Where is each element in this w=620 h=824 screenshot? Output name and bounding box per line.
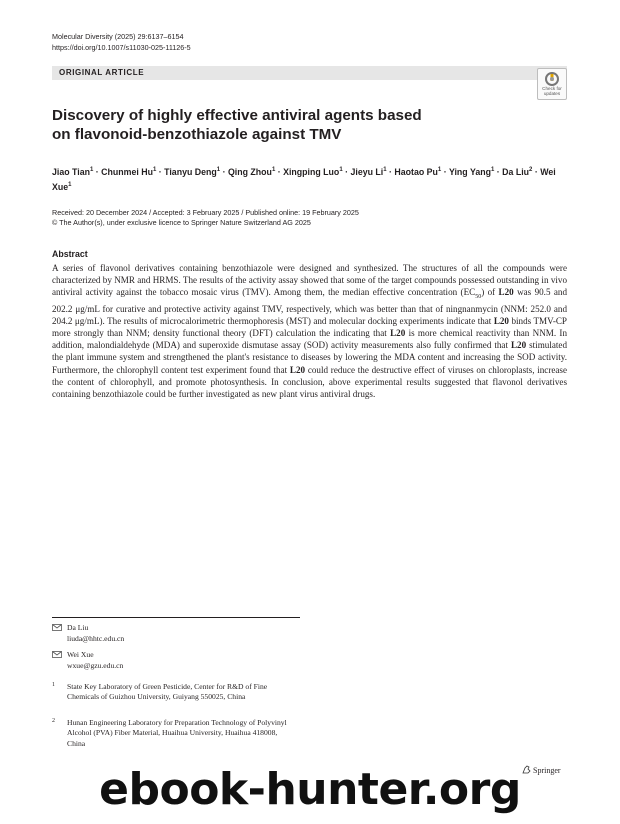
dates-line: Received: 20 December 2024 / Accepted: 3 February 2025 / Published online: 19 February 2025 (52, 208, 359, 217)
contact-email[interactable]: liuda@hhtc.edu.cn (67, 633, 125, 643)
abstract-text: binds TMV-CP more strongly than NNM; density functional theory (DFT) calculation the indicating that (52, 316, 567, 339)
author-affiliation-marker: 1 (339, 167, 343, 173)
author-affiliation-marker: 1 (152, 167, 157, 173)
author-separator: · (441, 166, 449, 177)
contact-email[interactable]: wxue@gzu.edu.cn (67, 660, 124, 670)
compound-name: L20 (289, 364, 306, 375)
author-name[interactable]: Qing Zhou (227, 166, 272, 177)
publication-dates (52, 208, 567, 228)
check-updates-icon (544, 72, 560, 86)
contact-name: Da Liu (67, 623, 89, 632)
envelope-icon (52, 651, 62, 658)
compound-name: L20 (493, 316, 509, 327)
abstract-text: A series of flavonol derivatives containing benzothiazole were designed and synthesized. The structures of all the compounds were characterized by NMR and HRMS. The results of the activity assay showed that some of the target compounds possessed outstanding in vivo antiviral activity against the tobacco mosaic virus (TMV). Among them, the median effective concentration (EC (52, 263, 567, 298)
article-type-label: ORIGINAL ARTICLE (59, 68, 145, 77)
author-list (52, 164, 567, 194)
abstract-text: stimulated the plant immune system and strengthened the plant's resistance to diseases by lowering the MDA content and increasing the SOD activity. Furthermore, the chlorophyll content test experiment found that (52, 340, 567, 375)
author-affiliation-marker: 1 (437, 167, 442, 173)
abstract-body (52, 262, 567, 400)
publisher-name: Springer (533, 766, 561, 775)
author-affiliation-marker: 1 (68, 181, 72, 188)
watermark: ebook-hunter.org (99, 764, 521, 815)
affiliation-text: State Key Laboratory of Green Pesticide, Center for R&D of Fine Chemicals of Guizhou University, Guiyang 550025, China (67, 682, 268, 702)
journal-info (52, 31, 191, 53)
author-name[interactable]: Da Liu (502, 166, 530, 177)
abstract-text: is more chemical reactivity than NNM. In addition, malondialdehyde (MDA) and superoxide dismutase assay (SOD) activity measurements also fully confirmed that (52, 328, 567, 351)
author-affiliation-marker: 1 (383, 167, 387, 173)
author-separator: · (275, 166, 284, 177)
affiliation-text: Hunan Engineering Laboratory for Preparation Technology of Polyvinyl Alcohol (PVA) Fiber Material, Huaihua University, Huaihua 418008, China (67, 718, 287, 748)
author-name[interactable]: Wei Xue (52, 166, 556, 192)
ec-subscript: 50 (475, 294, 482, 300)
abstract-heading: Abstract (52, 249, 88, 259)
abstract-text: could reduce the destructive effect of viruses on chloroplasts, increase the content of chlorophyll, and promote photosynthesis. In conclusion, above experimental results suggested that flavonol derivatives containing benzothiazole could be further investigated as new plant virus antiviral drugs. (52, 364, 567, 399)
author-affiliation-marker: 1 (89, 167, 94, 173)
abstract-text: was 90.5 and 202.2 μg/mL for curative and protective activity against TMV, respectively, which was better than that of ningnanmycin (NNM: 252.0 and 204.2 μg/mL). The results of microcalorimetric thermophoresis (MST) and molecular docking experiments indicate that (52, 287, 567, 327)
envelope-icon (52, 624, 62, 631)
author-name[interactable]: Tianyu Deng (164, 166, 217, 177)
article-type-band (52, 66, 567, 80)
author-name[interactable]: Chunmei Hu (101, 166, 153, 177)
author-separator: · (494, 166, 503, 177)
author-affiliation-marker: 1 (490, 167, 495, 173)
author-separator: · (220, 166, 228, 177)
title-line-2: on flavonoid-benzothiazole against TMV (52, 126, 342, 143)
author-affiliation-marker: 1 (271, 167, 276, 173)
compound-name: L20 (498, 287, 514, 298)
author-name[interactable]: Jieyu Li (350, 166, 384, 177)
author-separator: · (93, 166, 102, 177)
author-name[interactable]: Ying Yang (448, 166, 491, 177)
compound-name: L20 (510, 340, 527, 351)
abstract-text: ) of (481, 287, 499, 298)
doi-link[interactable]: https://doi.org/10.1007/s11030-025-11126-5 (52, 43, 191, 52)
title-line-1: Discovery of highly effective antiviral agents based (52, 107, 422, 124)
copyright-line: © The Author(s), under exclusive licence to Springer Nature Switzerland AG 2025 (52, 218, 311, 227)
author-affiliation-marker: 1 (216, 167, 221, 173)
footnote-divider (52, 617, 300, 618)
author-name[interactable]: Jiao Tian (52, 166, 90, 177)
author-name[interactable]: Xingping Luo (283, 166, 340, 177)
check-label-2: updates (543, 91, 561, 96)
compound-name: L20 (390, 328, 406, 339)
article-title (52, 106, 482, 144)
author-name[interactable]: Haotao Pu (394, 166, 438, 177)
author-affiliation-marker: 2 (529, 167, 533, 173)
author-separator: · (342, 166, 351, 177)
author-separator: · (532, 166, 541, 177)
check-for-updates-badge[interactable] (537, 68, 567, 100)
author-separator: · (386, 166, 395, 177)
journal-citation: Molecular Diversity (2025) 29:6137–6154 (52, 32, 184, 41)
affiliation-number: 1 (52, 682, 55, 688)
affiliation-number: 2 (52, 718, 55, 724)
check-label-1: Check for (542, 86, 562, 91)
author-separator: · (156, 166, 165, 177)
contact-name: Wei Xue (67, 650, 94, 659)
